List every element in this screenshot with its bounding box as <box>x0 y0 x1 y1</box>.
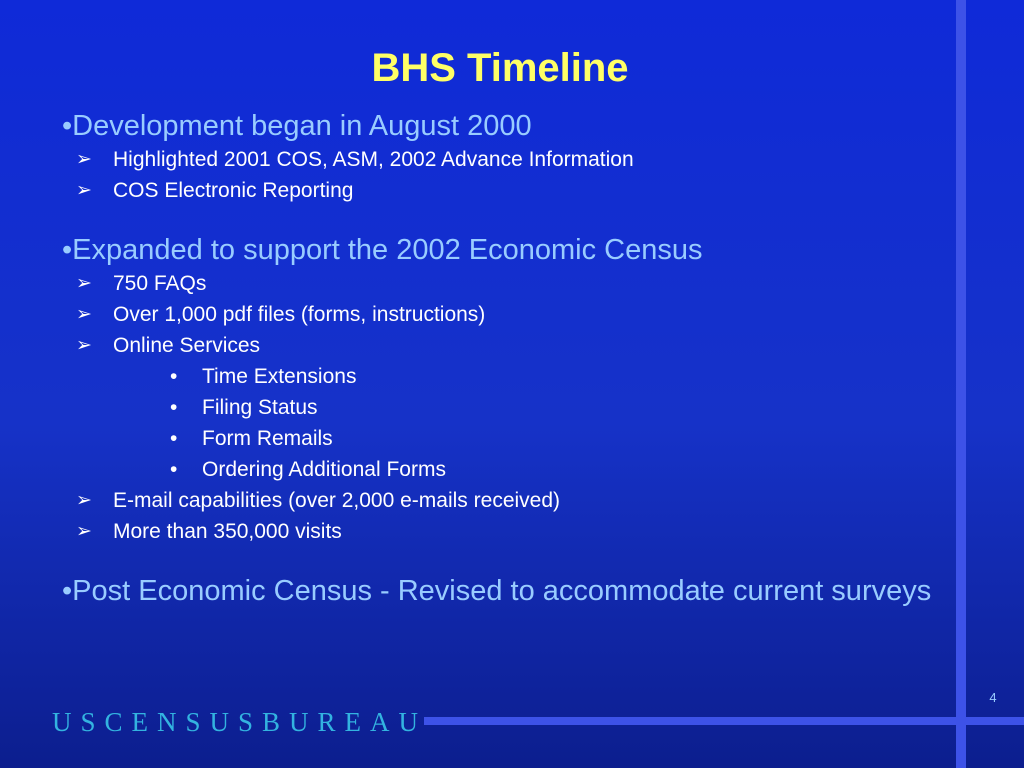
sub-bullet-text: Online Services <box>113 334 261 357</box>
sub-sub-bullet <box>62 454 942 485</box>
main-bullet <box>62 232 942 268</box>
sub-bullet <box>62 330 942 361</box>
slide-content <box>62 108 942 635</box>
page-number: 4 <box>989 690 997 705</box>
sub-sub-bullet <box>62 361 942 392</box>
vertical-accent-line <box>956 0 966 768</box>
arrow-bullet-icon: ➢ <box>76 273 92 294</box>
sub-bullet-text: COS Electronic Reporting <box>113 179 354 202</box>
bullet-dot: • <box>62 234 73 266</box>
bullet-dot: • <box>170 458 178 481</box>
main-bullet-text: Expanded to support the 2002 Economic Census <box>72 234 703 266</box>
main-bullet <box>62 573 942 609</box>
sub-bullet-text: Highlighted 2001 COS, ASM, 2002 Advance Information <box>113 148 634 171</box>
sub-sub-bullet-text: Form Remails <box>202 427 333 450</box>
section-expanded <box>62 232 942 547</box>
main-bullet <box>62 108 942 144</box>
bullet-dot: • <box>170 365 178 388</box>
sub-sub-bullet-text: Ordering Additional Forms <box>202 458 446 481</box>
sub-sub-bullet <box>62 392 942 423</box>
section-development <box>62 108 942 206</box>
arrow-bullet-icon: ➢ <box>76 304 92 325</box>
arrow-bullet-icon: ➢ <box>76 490 92 511</box>
sub-bullet <box>62 299 942 330</box>
arrow-bullet-icon: ➢ <box>76 335 92 356</box>
census-bureau-logo: USCENSUSBUREAU <box>52 707 428 737</box>
arrow-bullet-icon: ➢ <box>76 149 92 170</box>
sub-sub-bullet-text: Time Extensions <box>202 365 357 388</box>
bullet-dot: • <box>62 575 73 607</box>
sub-bullet <box>62 485 942 516</box>
section-post-census <box>62 573 942 609</box>
sub-bullet <box>62 516 942 547</box>
slide-title: BHS Timeline <box>371 46 629 90</box>
sub-bullet <box>62 144 942 175</box>
arrow-bullet-icon: ➢ <box>76 180 92 201</box>
sub-bullet-text: Over 1,000 pdf files (forms, instructions) <box>113 303 486 326</box>
sub-bullet-text: More than 350,000 visits <box>113 520 342 543</box>
bullet-dot: • <box>62 110 73 142</box>
main-bullet-text: Development began in August 2000 <box>72 110 532 142</box>
sub-bullet <box>62 268 942 299</box>
horizontal-accent-line <box>424 717 1024 725</box>
sub-bullet <box>62 175 942 206</box>
sub-bullet-text: E-mail capabilities (over 2,000 e-mails received) <box>113 489 561 512</box>
bullet-dot: • <box>170 396 178 419</box>
arrow-bullet-icon: ➢ <box>76 521 92 542</box>
sub-sub-bullet <box>62 423 942 454</box>
bullet-dot: • <box>170 427 178 450</box>
sub-bullet-text: 750 FAQs <box>113 272 207 295</box>
main-bullet-text: Post Economic Census - Revised to accommodate current surveys <box>72 575 932 607</box>
sub-sub-bullet-text: Filing Status <box>202 396 318 419</box>
